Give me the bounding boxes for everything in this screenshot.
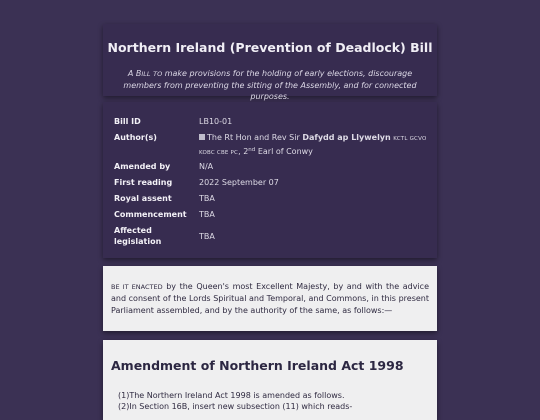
commencement-label: Commencement — [114, 210, 187, 219]
long-title-text: make provisions for the holding of early elections, discourage members from preventing the sitting of the Assembly, and for connected purposes. — [123, 69, 417, 101]
affected-legislation-label: Affected legislation — [114, 226, 162, 246]
long-title-bill-smallcaps: ILL — [141, 70, 151, 78]
bill-id-value: LB10-01 — [199, 117, 233, 126]
authors-label: Author(s) — [114, 133, 157, 142]
enacting-smallcaps: BE IT ENACTED — [111, 283, 163, 291]
author-name[interactable]: Dafydd ap Llywelyn — [302, 133, 391, 142]
long-title-bill-initial: B — [135, 69, 142, 78]
enacting-formula-card — [103, 266, 437, 331]
subsection-2: (2)In Section 16B, insert new subsection (11) which reads- — [118, 402, 353, 411]
bill-title: Northern Ireland (Prevention of Deadlock) Bill — [107, 40, 433, 55]
affected-legislation-value: TBA — [199, 232, 215, 241]
author-ordinal-suffix: nd — [248, 147, 256, 153]
first-reading-label: First reading — [114, 178, 173, 187]
long-title-to-smallcaps: TO — [153, 70, 163, 78]
section-card — [103, 340, 437, 420]
author-postnominals: KCTL GCVO KOBC CBE PC — [199, 136, 427, 156]
authors-value: The Rt Hon and Rev Sir Dafydd ap Llywelyn KCTL GCVO KOBC CBE PC, 2nd Earl of Conwy — [199, 133, 427, 156]
bill-info-card — [103, 102, 437, 258]
bill-header-card — [103, 24, 437, 101]
author-ordinal: 2 — [243, 147, 249, 156]
first-reading-value: 2022 September 07 — [199, 178, 279, 187]
author-prefix: The Rt Hon and Rev Sir — [207, 133, 303, 142]
long-title-article: A — [127, 69, 136, 78]
subsection-1: (1)The Northern Ireland Act 1998 is amended as follows. — [118, 391, 345, 400]
commencement-value: TBA — [199, 210, 215, 219]
long-title — [103, 68, 437, 102]
amended-by-value: N/A — [199, 162, 214, 171]
subsection-list — [111, 390, 429, 412]
bill-id-label: Bill ID — [114, 117, 141, 126]
royal-assent-label: Royal assent — [114, 194, 172, 203]
royal-assent-value: TBA — [199, 194, 215, 203]
author-title: Earl of Conwy — [255, 147, 313, 156]
amended-by-label: Amended by — [114, 162, 171, 171]
enacting-text: by the Queen's most Excellent Majesty, by and with the advice and consent of the Lords Spiritual and Temporal, and Commons, in this present Parliament assembled, and by the authority of the same, as follows:— — [111, 282, 429, 315]
section-heading: Amendment of Northern Ireland Act 1998 — [111, 358, 404, 373]
flag-icon — [199, 134, 205, 140]
